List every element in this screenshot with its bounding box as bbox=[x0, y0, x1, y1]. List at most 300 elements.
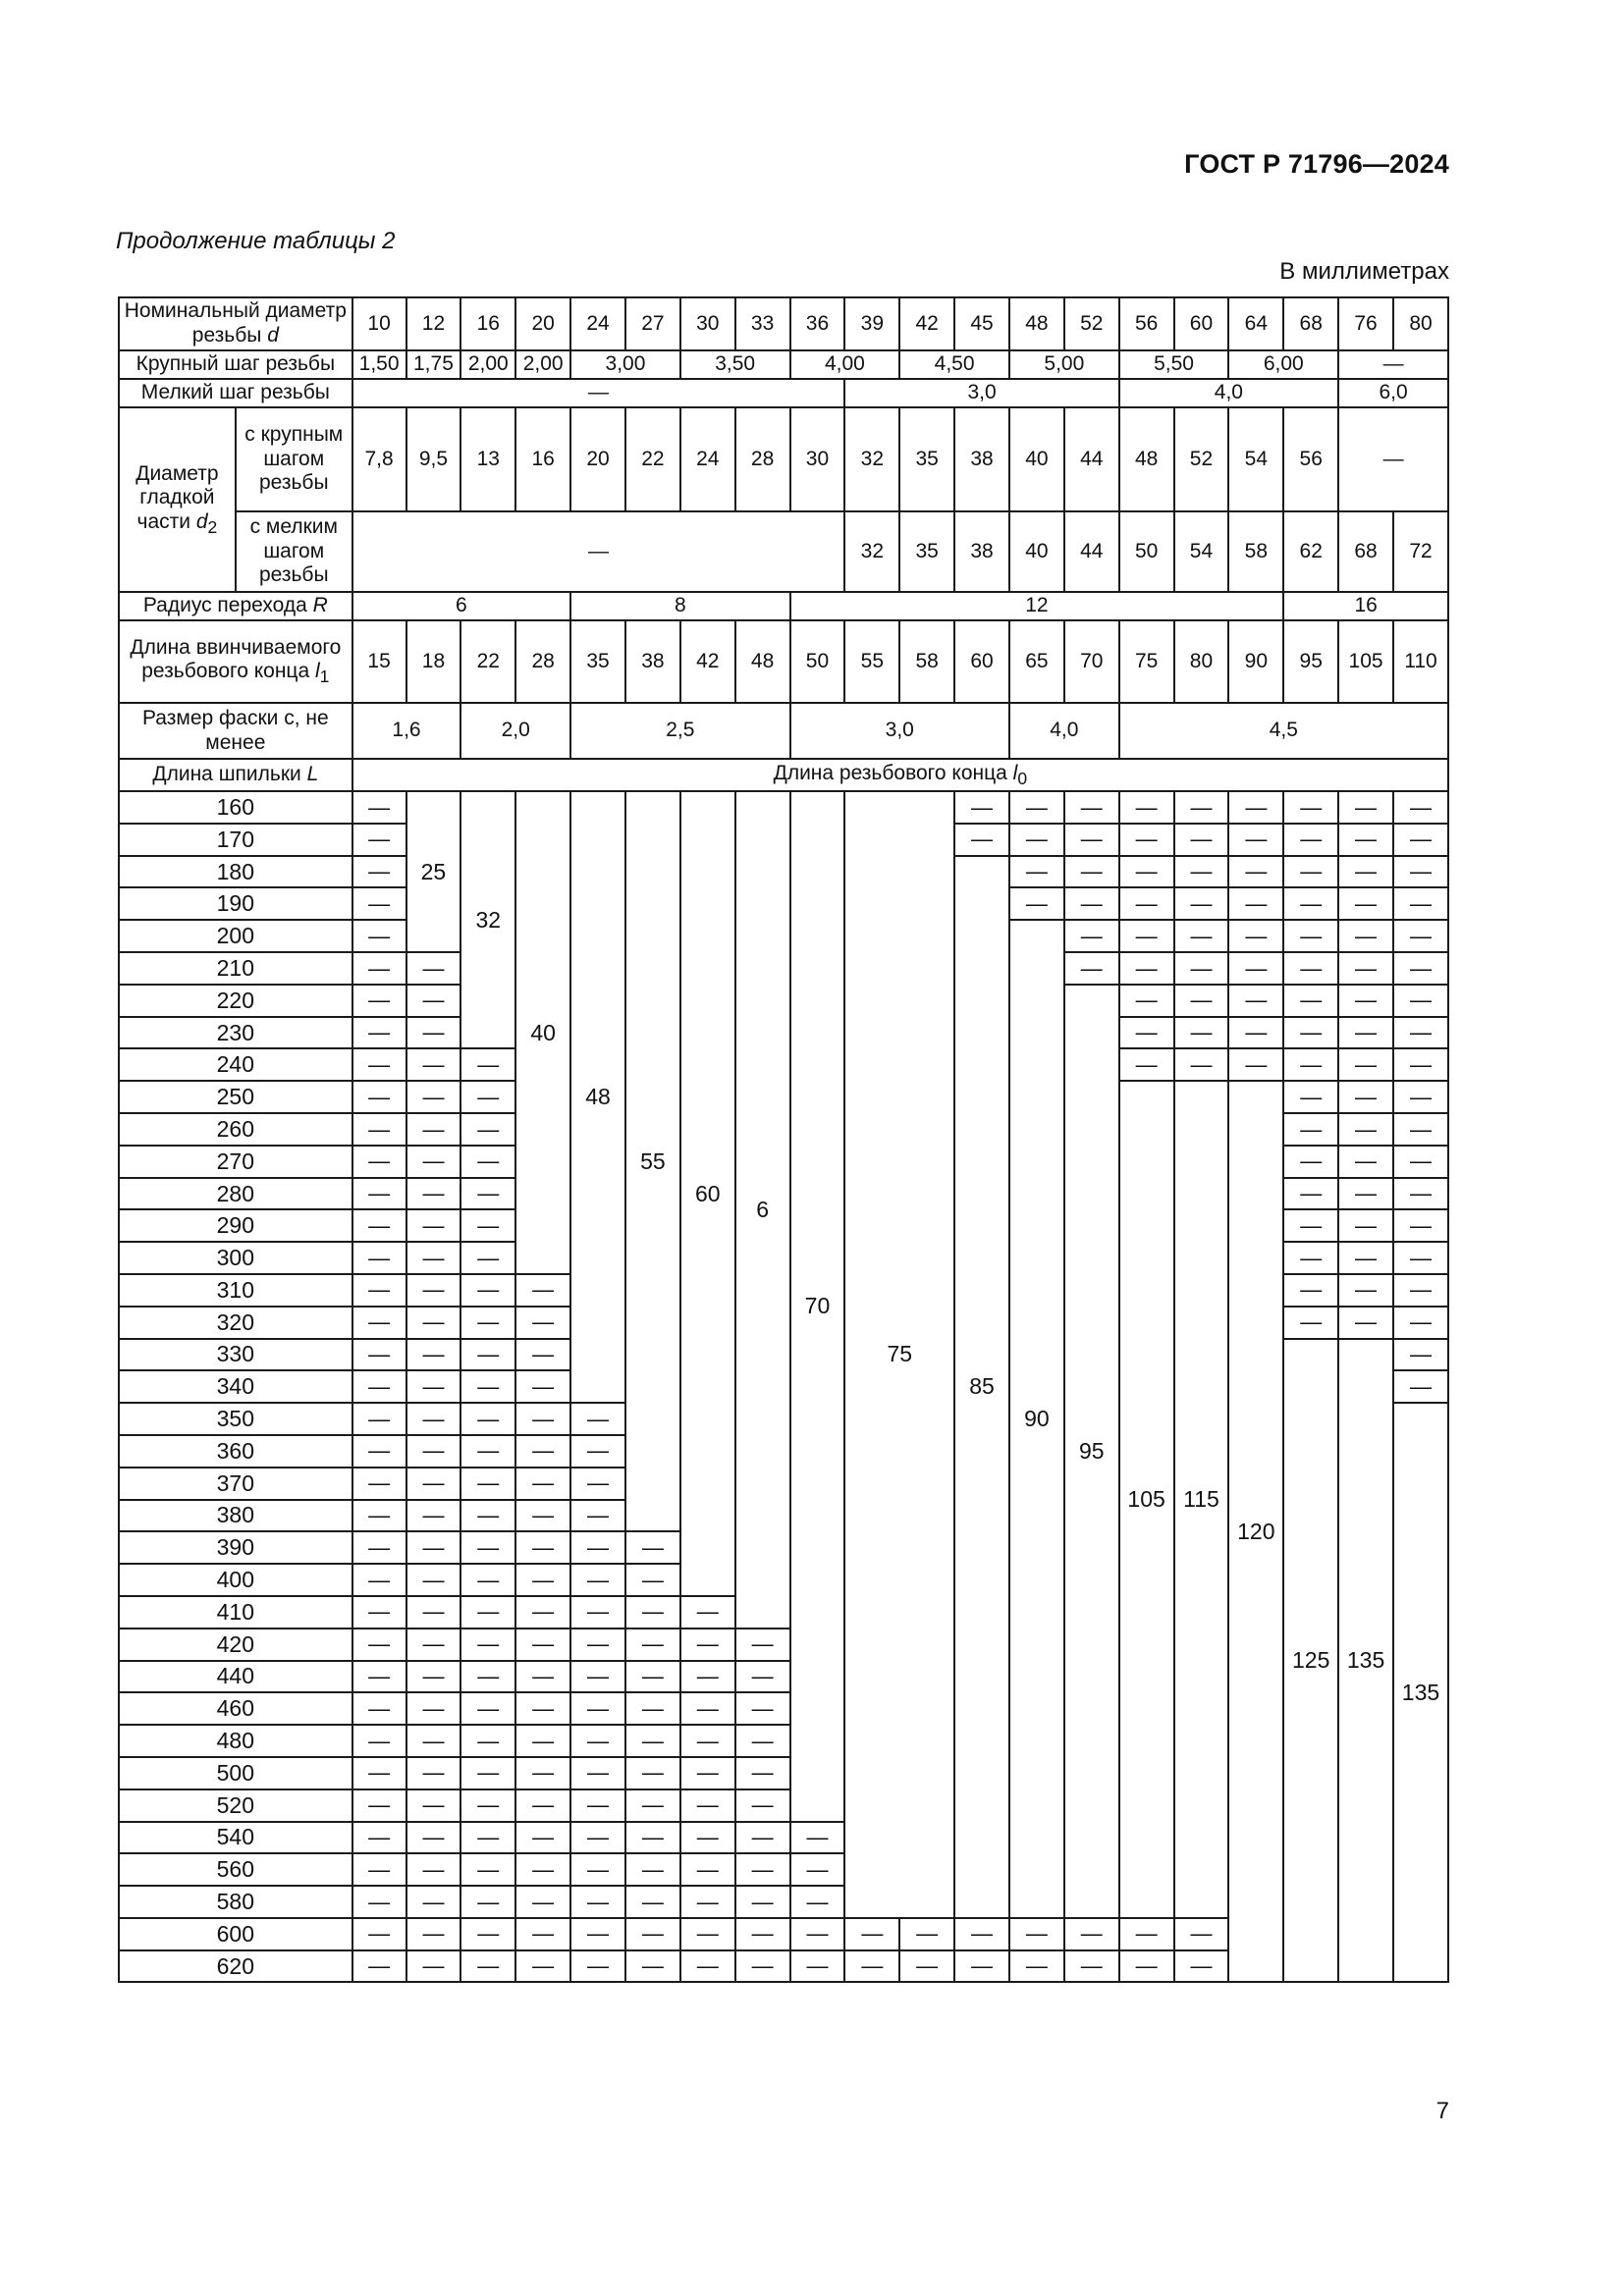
dash-cell: — bbox=[1338, 1307, 1393, 1339]
stud-length-cell: 600 bbox=[119, 1918, 352, 1950]
dash-cell: — bbox=[570, 1596, 625, 1629]
dash-cell: — bbox=[1283, 1017, 1338, 1049]
dash-cell: — bbox=[680, 1822, 735, 1854]
dash-cell: — bbox=[625, 1564, 680, 1596]
dash-cell: — bbox=[1119, 824, 1174, 856]
diameter-cell: 52 bbox=[1064, 297, 1119, 350]
dash-cell: — bbox=[1283, 920, 1338, 952]
dash-cell: — bbox=[460, 1500, 515, 1532]
d2-fine-cell: 35 bbox=[899, 511, 954, 592]
dash-cell: — bbox=[406, 1307, 461, 1339]
dash-cell: — bbox=[680, 1886, 735, 1918]
dash-cell: — bbox=[790, 1853, 845, 1886]
dash-cell: — bbox=[406, 1500, 461, 1532]
dash-cell: — bbox=[406, 1209, 461, 1242]
coarse-pitch-cell: 1,50 bbox=[352, 350, 406, 379]
radius-cell: 16 bbox=[1283, 592, 1448, 620]
dash-cell: — bbox=[460, 1918, 515, 1950]
dash-cell: — bbox=[570, 1918, 625, 1950]
dash-cell: — bbox=[1228, 985, 1283, 1017]
dash-cell: — bbox=[515, 1661, 570, 1693]
d2-coarse-cell: 16 bbox=[515, 407, 570, 511]
dash-cell: — bbox=[1338, 1048, 1393, 1081]
dash-cell: — bbox=[1064, 856, 1119, 888]
dash-cell: — bbox=[1009, 1918, 1064, 1950]
dash-cell: — bbox=[1393, 887, 1448, 920]
dash-cell: — bbox=[735, 1725, 790, 1757]
symbol-d: d bbox=[267, 324, 279, 347]
table-continuation-caption: Продолжение таблицы 2 bbox=[116, 228, 396, 254]
stud-length-cell: 320 bbox=[119, 1307, 352, 1339]
dash-cell: — bbox=[1283, 1242, 1338, 1274]
screw-in-cell: 105 bbox=[1338, 620, 1393, 703]
coarse-pitch-cell: — bbox=[1338, 350, 1448, 379]
dash-cell: — bbox=[1283, 1209, 1338, 1242]
dash-cell: — bbox=[570, 1468, 625, 1500]
dash-cell: — bbox=[515, 1339, 570, 1371]
dash-cell: — bbox=[460, 1339, 515, 1371]
dash-cell: — bbox=[790, 1886, 845, 1918]
dash-cell: — bbox=[1393, 856, 1448, 888]
screw-in-cell: 48 bbox=[735, 620, 790, 703]
stud-length-cell: 480 bbox=[119, 1725, 352, 1757]
dash-cell: — bbox=[1064, 1950, 1119, 1983]
dash-cell: — bbox=[570, 1886, 625, 1918]
dash-cell: — bbox=[352, 1822, 406, 1854]
thread-length-cell: 95 bbox=[1064, 985, 1119, 1918]
dash-cell: — bbox=[570, 1757, 625, 1789]
dash-cell: — bbox=[1119, 1950, 1174, 1983]
dash-cell: — bbox=[406, 1048, 461, 1081]
d2-coarse-cell: — bbox=[1338, 407, 1448, 511]
dash-cell: — bbox=[352, 1242, 406, 1274]
dash-cell: — bbox=[406, 1918, 461, 1950]
label-screw-in-length bbox=[119, 620, 352, 703]
stud-length-cell: 620 bbox=[119, 1950, 352, 1983]
dash-cell: — bbox=[735, 1950, 790, 1983]
dash-cell: — bbox=[352, 1853, 406, 1886]
stud-length-cell: 340 bbox=[119, 1370, 352, 1403]
dash-cell: — bbox=[352, 1370, 406, 1403]
diameter-cell: 42 bbox=[899, 297, 954, 350]
dash-cell: — bbox=[352, 1531, 406, 1564]
dash-cell: — bbox=[1393, 1178, 1448, 1210]
dash-cell: — bbox=[1338, 1081, 1393, 1113]
dash-cell: — bbox=[1064, 952, 1119, 985]
dash-cell: — bbox=[406, 1822, 461, 1854]
dash-cell: — bbox=[1119, 856, 1174, 888]
dash-cell: — bbox=[352, 1789, 406, 1822]
dash-cell: — bbox=[625, 1725, 680, 1757]
dash-cell: — bbox=[352, 1500, 406, 1532]
dash-cell: — bbox=[515, 1468, 570, 1500]
dash-cell: — bbox=[460, 1853, 515, 1886]
dash-cell: — bbox=[352, 1146, 406, 1178]
chamfer-cell: 1,6 bbox=[352, 703, 461, 759]
dash-cell: — bbox=[954, 1950, 1009, 1983]
label-text: Длина ввинчиваемого резьбового конца bbox=[130, 635, 342, 683]
stud-dimensions-table bbox=[118, 296, 1449, 1983]
dash-cell: — bbox=[460, 1822, 515, 1854]
dash-cell: — bbox=[1174, 887, 1229, 920]
dash-cell: — bbox=[1119, 887, 1174, 920]
stud-length-cell: 220 bbox=[119, 985, 352, 1017]
d2-coarse-cell: 7,8 bbox=[352, 407, 406, 511]
stud-length-cell: 520 bbox=[119, 1789, 352, 1822]
diameter-cell: 64 bbox=[1228, 297, 1283, 350]
diameter-cell: 16 bbox=[460, 297, 515, 350]
dash-cell: — bbox=[1393, 1274, 1448, 1307]
stud-length-cell: 540 bbox=[119, 1822, 352, 1854]
coarse-pitch-cell: 5,00 bbox=[1009, 350, 1119, 379]
thread-length-cell: 125 bbox=[1283, 1339, 1338, 1983]
diameter-cell: 60 bbox=[1174, 297, 1229, 350]
dash-cell: — bbox=[406, 1081, 461, 1113]
dash-cell: — bbox=[680, 1918, 735, 1950]
dash-cell: — bbox=[954, 1918, 1009, 1950]
stud-length-cell: 280 bbox=[119, 1178, 352, 1210]
coarse-pitch-cell: 3,50 bbox=[680, 350, 790, 379]
dash-cell: — bbox=[352, 1209, 406, 1242]
dash-cell: — bbox=[406, 1564, 461, 1596]
dash-cell: — bbox=[352, 824, 406, 856]
d2-coarse-cell: 54 bbox=[1228, 407, 1283, 511]
symbol-l0: l bbox=[1012, 761, 1018, 784]
screw-in-cell: 58 bbox=[899, 620, 954, 703]
d2-coarse-cell: 24 bbox=[680, 407, 735, 511]
d2-coarse-cell: 9,5 bbox=[406, 407, 461, 511]
symbol-R: R bbox=[312, 594, 328, 617]
dash-cell: — bbox=[570, 1564, 625, 1596]
dash-cell: — bbox=[406, 1146, 461, 1178]
diameter-cell: 10 bbox=[352, 297, 406, 350]
dash-cell: — bbox=[515, 1403, 570, 1435]
fine-pitch-cell: — bbox=[352, 379, 845, 407]
dash-cell: — bbox=[1174, 1918, 1229, 1950]
d2-fine-cell: 40 bbox=[1009, 511, 1064, 592]
diameter-cell: 48 bbox=[1009, 297, 1064, 350]
label-coarse-pitch: Крупный шаг резьбы bbox=[119, 350, 352, 379]
dash-cell: — bbox=[515, 1822, 570, 1854]
dash-cell: — bbox=[352, 1661, 406, 1693]
stud-length-cell: 580 bbox=[119, 1886, 352, 1918]
dash-cell: — bbox=[844, 1918, 899, 1950]
thread-length-cell: 105 bbox=[1119, 1081, 1174, 1918]
label-text: Длина шпильки bbox=[152, 763, 301, 786]
stud-length-cell: 460 bbox=[119, 1692, 352, 1725]
dash-cell: — bbox=[460, 1531, 515, 1564]
dash-cell: — bbox=[570, 1435, 625, 1468]
dash-cell: — bbox=[570, 1789, 625, 1822]
diameter-cell: 12 bbox=[406, 297, 461, 350]
d2-coarse-cell: 52 bbox=[1174, 407, 1229, 511]
diameter-cell: 45 bbox=[954, 297, 1009, 350]
dash-cell: — bbox=[515, 1274, 570, 1307]
diameter-cell: 30 bbox=[680, 297, 735, 350]
dash-cell: — bbox=[460, 1596, 515, 1629]
dash-cell: — bbox=[406, 952, 461, 985]
d2-fine-cell: 62 bbox=[1283, 511, 1338, 592]
dash-cell: — bbox=[460, 1370, 515, 1403]
d2-coarse-cell: 28 bbox=[735, 407, 790, 511]
dash-cell: — bbox=[570, 1403, 625, 1435]
coarse-pitch-cell: 3,00 bbox=[570, 350, 680, 379]
dash-cell: — bbox=[352, 1113, 406, 1146]
dash-cell: — bbox=[515, 1500, 570, 1532]
dash-cell: — bbox=[1174, 1950, 1229, 1983]
label-text: Длина резьбового конца bbox=[773, 761, 1007, 784]
dash-cell: — bbox=[460, 1146, 515, 1178]
stud-length-cell: 170 bbox=[119, 824, 352, 856]
screw-in-cell: 110 bbox=[1393, 620, 1448, 703]
dash-cell: — bbox=[680, 1853, 735, 1886]
dash-cell: — bbox=[406, 1370, 461, 1403]
label-smooth-diameter bbox=[119, 407, 236, 592]
dash-cell: — bbox=[352, 1468, 406, 1500]
symbol-sub: 1 bbox=[319, 667, 330, 687]
d2-coarse-cell: 44 bbox=[1064, 407, 1119, 511]
dash-cell: — bbox=[460, 1113, 515, 1146]
radius-cell: 8 bbox=[570, 592, 789, 620]
page-number: 7 bbox=[1435, 2098, 1449, 2124]
d2-fine-cell: 68 bbox=[1338, 511, 1393, 592]
dash-cell: — bbox=[460, 1886, 515, 1918]
dash-cell: — bbox=[570, 1629, 625, 1661]
dash-cell: — bbox=[735, 1822, 790, 1854]
dash-cell: — bbox=[1228, 856, 1283, 888]
screw-in-cell: 95 bbox=[1283, 620, 1338, 703]
screw-in-cell: 80 bbox=[1174, 620, 1229, 703]
thread-length-cell: 85 bbox=[954, 856, 1009, 1918]
screw-in-cell: 65 bbox=[1009, 620, 1064, 703]
diameter-cell: 76 bbox=[1338, 297, 1393, 350]
dash-cell: — bbox=[735, 1789, 790, 1822]
d2-coarse-cell: 40 bbox=[1009, 407, 1064, 511]
stud-length-cell: 290 bbox=[119, 1209, 352, 1242]
dash-cell: — bbox=[460, 1692, 515, 1725]
fine-pitch-cell: 4,0 bbox=[1119, 379, 1338, 407]
stud-length-cell: 440 bbox=[119, 1661, 352, 1693]
dash-cell: — bbox=[1338, 791, 1393, 824]
dash-cell: — bbox=[406, 1178, 461, 1210]
label-thread-end-length bbox=[352, 759, 1448, 791]
symbol-sub: 0 bbox=[1017, 768, 1028, 788]
dash-cell: — bbox=[735, 1757, 790, 1789]
dash-cell: — bbox=[460, 1209, 515, 1242]
label-text: Диаметр гладкой части bbox=[135, 461, 219, 533]
dash-cell: — bbox=[460, 1307, 515, 1339]
dash-cell: — bbox=[515, 1531, 570, 1564]
symbol-l1: l bbox=[315, 660, 320, 683]
dash-cell: — bbox=[352, 952, 406, 985]
dash-cell: — bbox=[406, 1692, 461, 1725]
dash-cell: — bbox=[1283, 856, 1338, 888]
label-chamfer: Размер фаски c, не менее bbox=[119, 703, 352, 759]
dash-cell: — bbox=[1064, 824, 1119, 856]
dash-cell: — bbox=[735, 1886, 790, 1918]
dash-cell: — bbox=[680, 1692, 735, 1725]
dash-cell: — bbox=[1393, 1113, 1448, 1146]
dash-cell: — bbox=[1064, 920, 1119, 952]
dash-cell: — bbox=[352, 1918, 406, 1950]
dash-cell: — bbox=[460, 1274, 515, 1307]
dash-cell: — bbox=[1174, 952, 1229, 985]
dash-cell: — bbox=[570, 1822, 625, 1854]
dash-cell: — bbox=[1283, 1307, 1338, 1339]
dash-cell: — bbox=[680, 1629, 735, 1661]
screw-in-cell: 42 bbox=[680, 620, 735, 703]
dash-cell: — bbox=[460, 1178, 515, 1210]
dash-cell: — bbox=[515, 1918, 570, 1950]
dash-cell: — bbox=[1174, 1048, 1229, 1081]
stud-length-cell: 410 bbox=[119, 1596, 352, 1629]
dash-cell: — bbox=[1393, 1209, 1448, 1242]
dash-cell: — bbox=[570, 1531, 625, 1564]
stud-length-cell: 560 bbox=[119, 1853, 352, 1886]
symbol-d2: d bbox=[195, 509, 208, 533]
dash-cell: — bbox=[1393, 952, 1448, 985]
symbol-sub: 2 bbox=[207, 516, 218, 537]
dash-cell: — bbox=[1393, 1081, 1448, 1113]
dash-cell: — bbox=[1338, 1178, 1393, 1210]
coarse-pitch-cell: 4,00 bbox=[790, 350, 900, 379]
thread-length-cell: 40 bbox=[515, 791, 570, 1274]
dash-cell: — bbox=[625, 1596, 680, 1629]
screw-in-cell: 90 bbox=[1228, 620, 1283, 703]
dash-cell: — bbox=[735, 1661, 790, 1693]
dash-cell: — bbox=[1393, 824, 1448, 856]
dash-cell: — bbox=[352, 1274, 406, 1307]
symbol-L: L bbox=[306, 763, 319, 786]
stud-length-cell: 180 bbox=[119, 856, 352, 888]
dash-cell: — bbox=[954, 791, 1009, 824]
dash-cell: — bbox=[1283, 791, 1338, 824]
dash-cell: — bbox=[352, 1692, 406, 1725]
thread-length-cell: 135 bbox=[1393, 1403, 1448, 1982]
screw-in-cell: 35 bbox=[570, 620, 625, 703]
stud-length-cell: 260 bbox=[119, 1113, 352, 1146]
dash-cell: — bbox=[735, 1629, 790, 1661]
stud-length-cell: 160 bbox=[119, 791, 352, 824]
dash-cell: — bbox=[1064, 791, 1119, 824]
dash-cell: — bbox=[625, 1661, 680, 1693]
screw-in-cell: 50 bbox=[790, 620, 845, 703]
dash-cell: — bbox=[515, 1757, 570, 1789]
dash-cell: — bbox=[680, 1950, 735, 1983]
dash-cell: — bbox=[406, 1757, 461, 1789]
dash-cell: — bbox=[1338, 1274, 1393, 1307]
dash-cell: — bbox=[1393, 1048, 1448, 1081]
diameter-cell: 27 bbox=[625, 297, 680, 350]
dash-cell: — bbox=[515, 1692, 570, 1725]
stud-length-cell: 310 bbox=[119, 1274, 352, 1307]
dash-cell: — bbox=[790, 1950, 845, 1983]
dash-cell: — bbox=[515, 1629, 570, 1661]
dash-cell: — bbox=[1009, 856, 1064, 888]
dash-cell: — bbox=[1119, 920, 1174, 952]
dash-cell: — bbox=[406, 1242, 461, 1274]
screw-in-cell: 70 bbox=[1064, 620, 1119, 703]
stud-length-cell: 400 bbox=[119, 1564, 352, 1596]
diameter-cell: 36 bbox=[790, 297, 845, 350]
screw-in-cell: 15 bbox=[352, 620, 406, 703]
dash-cell: — bbox=[406, 1017, 461, 1049]
dash-cell: — bbox=[1283, 1146, 1338, 1178]
d2-coarse-cell: 32 bbox=[844, 407, 899, 511]
dash-cell: — bbox=[1283, 824, 1338, 856]
dash-cell: — bbox=[352, 1435, 406, 1468]
dash-cell: — bbox=[1174, 856, 1229, 888]
thread-length-cell: 55 bbox=[625, 791, 680, 1531]
stud-length-cell: 250 bbox=[119, 1081, 352, 1113]
dash-cell: — bbox=[406, 1661, 461, 1693]
dash-cell: — bbox=[1393, 985, 1448, 1017]
dash-cell: — bbox=[352, 1081, 406, 1113]
dash-cell: — bbox=[406, 1886, 461, 1918]
dash-cell: — bbox=[406, 985, 461, 1017]
dash-cell: — bbox=[460, 1081, 515, 1113]
dash-cell: — bbox=[352, 1178, 406, 1210]
dash-cell: — bbox=[515, 1370, 570, 1403]
d2-fine-cell: 32 bbox=[844, 511, 899, 592]
dash-cell: — bbox=[460, 1564, 515, 1596]
label-with-fine: с мелким шагом резьбы bbox=[236, 511, 352, 592]
stud-length-cell: 190 bbox=[119, 887, 352, 920]
dash-cell: — bbox=[352, 1596, 406, 1629]
screw-in-cell: 55 bbox=[844, 620, 899, 703]
d2-fine-cell: 54 bbox=[1174, 511, 1229, 592]
dash-cell: — bbox=[406, 1468, 461, 1500]
dash-cell: — bbox=[406, 1339, 461, 1371]
dash-cell: — bbox=[790, 1918, 845, 1950]
screw-in-cell: 38 bbox=[625, 620, 680, 703]
dash-cell: — bbox=[625, 1757, 680, 1789]
d2-fine-cell: 58 bbox=[1228, 511, 1283, 592]
d2-coarse-cell: 20 bbox=[570, 407, 625, 511]
coarse-pitch-cell: 1,75 bbox=[406, 350, 461, 379]
dash-cell: — bbox=[1064, 1918, 1119, 1950]
dash-cell: — bbox=[460, 1048, 515, 1081]
dash-cell: — bbox=[352, 887, 406, 920]
dash-cell: — bbox=[406, 1531, 461, 1564]
dash-cell: — bbox=[1009, 791, 1064, 824]
coarse-pitch-cell: 5,50 bbox=[1119, 350, 1229, 379]
d2-fine-cell: 72 bbox=[1393, 511, 1448, 592]
thread-length-cell: 32 bbox=[460, 791, 515, 1048]
coarse-pitch-cell: 4,50 bbox=[899, 350, 1009, 379]
dash-cell: — bbox=[352, 1629, 406, 1661]
d2-coarse-cell: 38 bbox=[954, 407, 1009, 511]
label-text: Радиус перехода bbox=[142, 594, 307, 617]
dash-cell: — bbox=[1393, 1339, 1448, 1371]
stud-length-cell: 390 bbox=[119, 1531, 352, 1564]
diameter-cell: 24 bbox=[570, 297, 625, 350]
dash-cell: — bbox=[1228, 791, 1283, 824]
dash-cell: — bbox=[1338, 952, 1393, 985]
dash-cell: — bbox=[680, 1661, 735, 1693]
thread-length-cell: 25 bbox=[406, 791, 461, 952]
dash-cell: — bbox=[1338, 824, 1393, 856]
stud-length-cell: 360 bbox=[119, 1435, 352, 1468]
stud-length-cell: 270 bbox=[119, 1146, 352, 1178]
dash-cell: — bbox=[1119, 791, 1174, 824]
dash-cell: — bbox=[790, 1822, 845, 1854]
dash-cell: — bbox=[460, 1629, 515, 1661]
dash-cell: — bbox=[1338, 1242, 1393, 1274]
diameter-cell: 39 bbox=[844, 297, 899, 350]
dash-cell: — bbox=[570, 1725, 625, 1757]
dash-cell: — bbox=[406, 1950, 461, 1983]
